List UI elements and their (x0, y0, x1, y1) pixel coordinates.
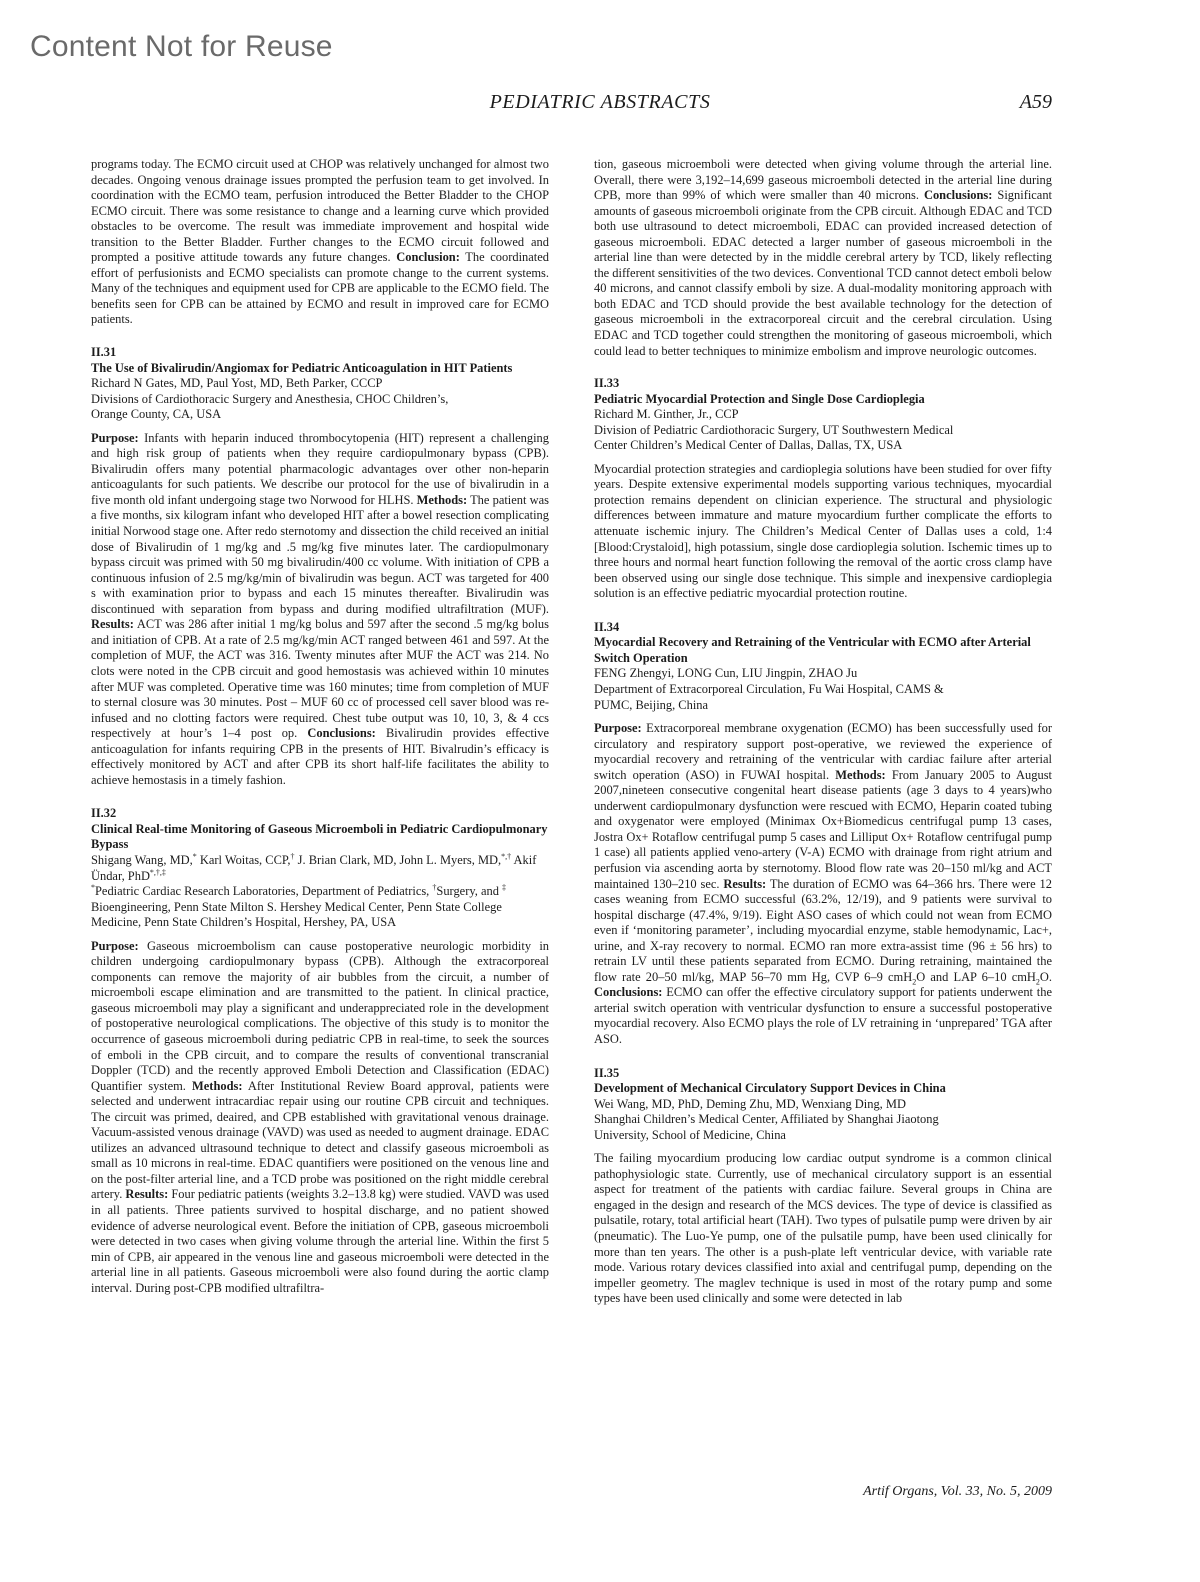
running-title: PEDIATRIC ABSTRACTS (489, 91, 711, 113)
abstract-II33 (594, 376, 1052, 602)
abstract-affiliation: Shanghai Children’s Medical Center, Affiliated by Shanghai Jiaotong University, School of Medicine, China (594, 1112, 939, 1142)
abstract-title: Myocardial Recovery and Retraining of the Ventricular with ECMO after Arterial Switch Operation (594, 635, 1031, 665)
abstract-authors: Richard N Gates, MD, Paul Yost, MD, Beth Parker, CCCP (91, 376, 383, 391)
continued-abstract-text: programs today. The ECMO circuit used at CHOP was relatively unchanged for almost two decades. Ongoing venous drainage issues prompted the perfusion team to get involved. In coordination with the ECMO team, perfusion introduced the Better Bladder to the CHOP ECMO circuit. There was some resistance to change and a learning curve which provided obstacles to be overcome. The result was immediate improvement and hospital wide transition to the Better Bladder. Further changes to the ECMO circuit followed and prompted a positive attitude towards any future changes. Conclusion: The coordinated effort of perfusionists and ECMO specialists can promote change to the current systems. Many of the techniques and equipment used for CPB are applicable to the ECMO field. The benefits seen for CPB can be attained by ECMO and result in improved care for ECMO patients. (91, 157, 549, 327)
page-number: A59 (1019, 91, 1052, 113)
abstract-body: Myocardial protection strategies and cardioplegia solutions have been studied for over fifty years. Despite extensive experimental models supporting various techniques, myocardial protection remains dependent on clinician experience. The structural and physiologic differences between immature and mature myocardium further complicate the efforts to attenuate ischemic injury. The Children’s Medical Center of Dallas uses a cold, 1:4 [Blood:Crystaloid], high potassium, single dose cardioplegia solution. Ischemic times up to three hours and normal heart function following the removal of the aortic cross clamp have been observed using our single dose technique. This simple and inexpensive cardioplegia solution is an effective pediatric myocardial protection routine. (594, 461, 1052, 601)
abstract-body: Purpose: Gaseous microembolism can cause postoperative neurologic morbidity in children undergoing cardiopulmonary bypass (CPB). Although the extracorporeal components can remove the majority of air bubbles from the circuit, a number of microemboli escape elimination and are transmitted to the patient. In clinical practice, gaseous microemboli may play a significant and underappreciated role in the development of postoperative neurological complications. The objective of this study is to monitor the occurrence of gaseous microemboli during pediatric CPB in real-time, to seek the sources of emboli in the CPB circuit, and to compare the results of conventional transcranial Doppler (TCD) and the recently approved Emboli Detection and Classification (EDAC) Quantifier system. Methods: After Institutional Review Board approval, patients were selected and underwent intracardiac repair using our routine CPB circuit and techniques. The circuit was primed, deaired, and CPB established with gravitational venous drainage. Vacuum-assisted venous drainage (VAVD) was used as needed to augment drainage. EDAC utilizes an advanced ultrasound technique to detect and classify gaseous microemboli as small as 10 microns in real-time. EDAC quantifiers were positioned on the venous line and on the post-filter arterial line, and a TCD probe was positioned on the right middle cerebral artery. Results: Four pediatric patients (weights 3.2–13.8 kg) were studied. VAVD was used in all patients. Three patients survived to hospital discharge, and no patient showed evidence of adverse neurological event. Before the initiation of CPB, gaseous microemboli were detected in two cases when giving volume through the arterial line. Within the first 5 min of CPB, air appeared in the venous line and gaseous microemboli were detected in the arterial line in all patients. Gaseous microemboli were also found during the aortic clamp interval. During post-CPB modified ultrafiltra- (91, 938, 549, 1295)
abstract-id: II.34 (594, 619, 620, 634)
abstract-authors: Shigang Wang, MD,* Karl Woitas, CCP,† J. Brian Clark, MD, John L. Myers, MD,*,† Akif Ündar, PhD*,†,‡ (91, 851, 537, 883)
abstract-title: Pediatric Myocardial Protection and Single Dose Cardioplegia (594, 391, 925, 406)
abstract-body: Purpose: Infants with heparin induced thrombocytopenia (HIT) represent a challenging and high risk group of patients when they require cardiopulmonary bypass (CPB). Bivalirudin offers many potential pharmacologic advantages over other non-heparin anticoagulants for such patients. We describe our protocol for the use of bivalirudin in a five month old infant undergoing stage two Norwood for HLHS. Methods: The patient was a five months, six kilogram infant who developed HIT after a bowel resection complicating initial Norwood stage one. After redo sternotomy and dissection the child received an initial dose of Bivalirudin of 1 mg/kg and .5 mg/kg five minutes later. The cardiopulmonary bypass circuit was primed with 50 mg bivalirudin/400 cc volume. With initiation of CPB a continuous infusion of 2.5 mg/kg/min of bivalirudin was begun. ACT was targeted for 400 s with examination prior to bypass and each 15 minutes thereafter. Bivalirudin was discontinued with separation from bypass and during modified ultrafiltration (MUF). Results: ACT was 286 after initial 1 mg/kg bolus and 597 after the second .5 mg/kg bolus and initiation of CPB. At a rate of 2.5 mg/kg/min ACT ranged between 461 and 597. At the completion of MUF, the ACT was 316. Twenty minutes after MUF the ACT was 214. No clots were noted in the CPB circuit and good hemostasis was achieved within 10 minutes after MUF was completed. Operative time was 160 minutes; time from completion of MUF to sternal closure was 30 minutes. Post – MUF 60 cc of processed cell saver blood was re-infused and no clotting factors were required. Chest tube output was 10, 10, 3, & 4 ccs respectively at hour’s 1–4 post op. Conclusions: Bivalirudin provides effective anticoagulation for infants requiring CPB in the presents of HIT. Bivalrudin’s efficacy is effectively monitored by ACT and after CPB its short half-life facilitates the ability to achieve hemostasis in a timely fashion. (91, 430, 549, 787)
abstract-body: Purpose: Extracorporeal membrane oxygenation (ECMO) has been successfully used for circulatory and respiratory support post-operative, we reviewed the experience of myocardial recovery and retraining of the ventricular with cardiac failure after arterial switch operation (ASO) in FUWAI hospital. Methods: From January 2005 to August 2007,nineteen consecutive congenital heart disease patients (age 3 days to 4 years)who underwent cardiopulmonary dysfunction were rescued with ECMO, Heparin coated tubing and oxygenator were employed (Minimax Ox+Biomedicus centrifugal pump 13 cases, Jostra Ox+ Rotaflow centrifugal pump 5 cases and Lilliput Ox+ Rotaflow centrifugal pump 1 case) all patients applied veno-artery (V-A) ECMO with drainage from right atrium and perfusion via ascending aorta by sternotomy. Blood flow rate was 20–150 ml/kg and ACT maintained 130–210 sec. Results: The duration of ECMO was 64–366 hrs. There were 12 cases weaning from ECMO successful (63.2%, 12/19), and 9 patients were survival to hospital discharge (47.4%, 9/19). Eight ASO cases of which could not wean from ECMO even if ‘monitoring parameter’, including myocardial enzyme, stable hemodynamic, Lac+, urine, and X-ray recovery to normal. ECMO ran more extra-assist time (96 ± 56 hrs) to retrain LV until these patients separated from ECMO. During retraining, maintained the flow rate 20–50 ml/kg, MAP 56–70 mm Hg, CVP 6–9 cmH$_2$O and LAP 6–10 cmH$_2$O. Conclusions: ECMO can offer the effective circulatory support for patients underwent the arterial switch operation with ventricular dysfunction to ensure a successful postoperative myocardial recovery. Also ECMO plays the role of LV retraining in ‘unprepared’ TGA after ASO. (594, 721, 1052, 1046)
right-column (594, 157, 1052, 1325)
left-column (91, 157, 549, 1314)
abstract-II31 (91, 345, 549, 788)
abstract-id: II.33 (594, 376, 620, 391)
abstract-II32 (91, 806, 549, 1296)
abstract-body: The failing myocardium producing low cardiac output syndrome is a common clinical pathophysiologic state. Currently, use of mechanical circulatory support is an essential aspect for treatment of the patients with cardiac failure. Several groups in China are engaged in the design and research of the MCS devices. The type of device is classified as pulsatile, rotary, total artificial heart (TAH). Two types of pulsatile pump were driven by air (pneumatic). The Luo-Ye pump, one of the pulsatile pump, have been used clinically for more than ten years. The other is a push-plate left ventricular device, with variable rate mode. Various rotary devices classified into axial and centrifugal pump, depending on the impeller geometry. The maglev technique is used in most of the rotary pump and some types have been used clinically and some were detected in lab (594, 1151, 1052, 1306)
abstract-title: The Use of Bivalirudin/Angiomax for Pediatric Anticoagulation in HIT Patients (91, 360, 513, 375)
continued-abstract-text: tion, gaseous microemboli were detected when giving volume through the arterial line. Overall, there were 3,192–14,699 gaseous microemboli detected in the arterial line during CPB, more than 99% of which were smaller than 40 microns. Conclusions: Significant amounts of gaseous microemboli originate from the CPB circuit. Although EDAC and TCD both use ultrasound to detect microemboli, EDAC can provided increased detection of gaseous microemboli. EDAC detected a larger number of gaseous microemboli in the arterial line than were detected by in the middle cerebral artery by TCD, likely reflecting the different sensitivities of the two devices. Conventional TCD cannot detect emboli below 40 microns, and cannot classify emboli by size. A dual-modality monitoring approach with both EDAC and TCD should provide the best available technology for the detection of gaseous microemboli in the extracorporeal circuit and the cerebral circulation. Using EDAC and TCD together could strengthen the monitoring of gaseous microemboli, which could lead to better techniques to minimize embolism and improve neurologic outcomes. (594, 157, 1053, 358)
abstract-authors: Richard M. Ginther, Jr., CCP (594, 407, 739, 422)
journal-citation-footer: Artif Organs, Vol. 33, No. 5, 2009 (863, 1484, 1052, 1499)
abstract-affiliation: Department of Extracorporeal Circulation, Fu Wai Hospital, CAMS & PUMC, Beijing, China (594, 681, 944, 712)
abstract-id: II.32 (91, 806, 117, 821)
abstract-authors: Wei Wang, MD, PhD, Deming Zhu, MD, Wenxiang Ding, MD (594, 1096, 906, 1111)
abstract-title: Development of Mechanical Circulatory Support Devices in China (594, 1081, 946, 1096)
abstract-title: Clinical Real-time Monitoring of Gaseous Microemboli in Pediatric Cardiopulmonary Bypass (91, 821, 548, 852)
abstract-affiliation: Divisions of Cardiothoracic Surgery and Anesthesia, CHOC Children’s, Orange County, CA, USA (91, 391, 449, 422)
watermark: Content Not for Reuse (30, 30, 333, 63)
abstract-II35 (594, 1066, 1052, 1307)
abstract-II34 (594, 620, 1052, 1048)
abstract-affiliation: Division of Pediatric Cardiothoracic Surgery, UT Southwestern Medical Center Children’s Medical Center of Dallas, Dallas, TX, USA (594, 422, 954, 453)
abstract-id: II.35 (594, 1065, 620, 1080)
abstract-id: II.31 (91, 345, 117, 360)
abstract-affiliation: *Pediatric Cardiac Research Laboratories, Department of Pediatrics, †Surgery, and ‡ Bioengineering, Penn State Milton S. Hershey Medical Center, Penn State College Medicine, Penn State Children’s Hospital, Hershey, PA, USA (91, 882, 507, 930)
abstract-authors: FENG Zhengyi, LONG Cun, LIU Jingpin, ZHAO Ju (594, 666, 858, 681)
